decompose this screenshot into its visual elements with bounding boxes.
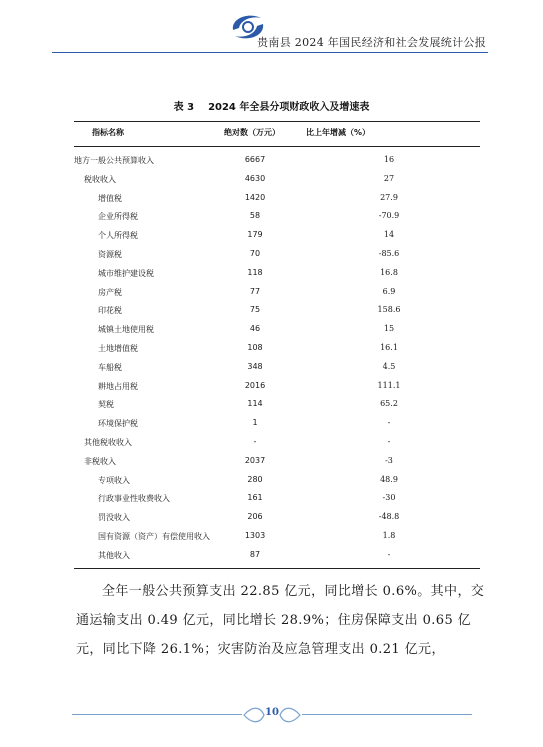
table-row bbox=[74, 265, 480, 284]
body-paragraph: 全年一般公共预算支出 22.85 亿元，同比增长 0.6%。其中，交通运输支出 0.49 亿元，同比增长 28.9%；住房保障支出 0.65 亿元，同比下降 26.1%；灾害防治及应急管理支出 0.21 亿元， bbox=[76, 584, 485, 657]
page-header bbox=[52, 8, 488, 52]
header-rule bbox=[52, 52, 488, 53]
row-change: 1.8 bbox=[382, 530, 396, 540]
table-row bbox=[74, 490, 480, 509]
row-value: 280 bbox=[247, 474, 263, 484]
row-name: 其他收入 bbox=[98, 550, 130, 560]
table-header-rule bbox=[74, 146, 480, 147]
row-change: -70.9 bbox=[378, 211, 400, 221]
row-value: 4630 bbox=[244, 173, 266, 183]
table-title bbox=[0, 98, 543, 113]
row-name: 耕地占用税 bbox=[98, 381, 138, 391]
row-value: 348 bbox=[247, 361, 263, 371]
row-value: 108 bbox=[247, 342, 263, 352]
row-name: 契税 bbox=[98, 400, 114, 410]
row-change: -3 bbox=[385, 455, 393, 465]
row-name: 印花税 bbox=[98, 306, 122, 316]
table-row bbox=[74, 340, 480, 359]
row-value: 75 bbox=[249, 305, 261, 315]
row-value: 77 bbox=[249, 286, 261, 296]
row-name: 其他税收收入 bbox=[84, 437, 132, 447]
table-row bbox=[74, 396, 480, 415]
row-value: - bbox=[253, 436, 257, 446]
row-name: 罚没收入 bbox=[98, 513, 130, 523]
col-header-value: 绝对数（万元） bbox=[224, 128, 280, 137]
row-change: - bbox=[387, 418, 391, 428]
table-bottom-rule bbox=[74, 568, 480, 569]
row-change: 27 bbox=[383, 173, 395, 183]
row-value: 58 bbox=[249, 211, 261, 221]
row-value: 70 bbox=[249, 248, 261, 258]
table-row bbox=[74, 472, 480, 491]
page-footer bbox=[72, 700, 472, 730]
row-name: 资源税 bbox=[98, 249, 122, 259]
row-name: 房产税 bbox=[98, 287, 122, 297]
row-value: 1303 bbox=[244, 530, 266, 540]
row-name: 税收收入 bbox=[84, 174, 116, 184]
row-change: -48.8 bbox=[378, 512, 400, 522]
table-row bbox=[74, 359, 480, 378]
row-change: 15 bbox=[383, 324, 395, 334]
row-change: 6.9 bbox=[382, 286, 396, 296]
row-name: 土地增值税 bbox=[98, 343, 138, 353]
table-row bbox=[74, 509, 480, 528]
row-value: 206 bbox=[247, 512, 263, 522]
row-name: 国有资源（资产）有偿使用收入 bbox=[98, 531, 210, 541]
row-value: 1 bbox=[252, 418, 258, 428]
table-row bbox=[74, 284, 480, 303]
table-header bbox=[74, 125, 480, 141]
row-change: - bbox=[387, 549, 391, 559]
header-title: 贵南县 2024 年国民经济和社会发展统计公报 bbox=[257, 36, 486, 49]
row-change: 4.5 bbox=[382, 361, 396, 371]
row-change: -85.6 bbox=[378, 248, 400, 258]
table-row bbox=[74, 302, 480, 321]
table-row bbox=[74, 415, 480, 434]
row-change: 27.9 bbox=[380, 192, 398, 202]
row-name: 个人所得税 bbox=[98, 231, 138, 241]
row-name: 企业所得税 bbox=[98, 212, 138, 222]
table-row bbox=[74, 453, 480, 472]
row-value: 1420 bbox=[244, 192, 266, 202]
row-change: 16.8 bbox=[380, 267, 398, 277]
table-row bbox=[74, 152, 480, 171]
table-row bbox=[74, 528, 480, 547]
row-value: 179 bbox=[247, 230, 263, 240]
row-name: 地方一般公共预算收入 bbox=[74, 156, 154, 165]
row-value: 118 bbox=[247, 267, 263, 277]
row-value: 2016 bbox=[244, 380, 266, 390]
row-name: 专项收入 bbox=[98, 475, 130, 485]
row-change: 16.1 bbox=[380, 342, 398, 352]
row-value: 114 bbox=[247, 399, 263, 409]
table-row bbox=[74, 227, 480, 246]
table-row bbox=[74, 171, 480, 190]
row-name: 增值税 bbox=[98, 193, 122, 203]
row-name: 车船税 bbox=[98, 362, 122, 372]
table-top-rule bbox=[74, 121, 480, 122]
row-name: 非税收入 bbox=[84, 456, 116, 466]
row-name: 城市维护建设税 bbox=[98, 268, 154, 278]
col-header-change: 比上年增减（%） bbox=[306, 128, 371, 137]
table-row bbox=[74, 434, 480, 453]
row-change: 14 bbox=[383, 230, 395, 240]
row-change: -30 bbox=[382, 493, 396, 503]
row-value: 87 bbox=[249, 549, 261, 559]
row-value: 6667 bbox=[244, 155, 266, 164]
table-row bbox=[74, 321, 480, 340]
row-change: 16 bbox=[383, 155, 395, 164]
table-row bbox=[74, 208, 480, 227]
table-row bbox=[74, 378, 480, 397]
row-name: 城镇土地使用税 bbox=[98, 325, 154, 335]
table-row bbox=[74, 547, 480, 566]
row-change: 65.2 bbox=[380, 399, 398, 409]
row-change: 111.1 bbox=[377, 380, 401, 390]
row-value: 46 bbox=[249, 324, 261, 334]
table-row bbox=[74, 246, 480, 265]
row-change: 158.6 bbox=[377, 305, 401, 315]
col-header-name: 指标名称 bbox=[92, 128, 124, 137]
page-number: 10 bbox=[265, 707, 279, 718]
row-name: 行政事业性收费收入 bbox=[98, 494, 170, 504]
table-number: 表 3 bbox=[173, 102, 195, 113]
row-change: - bbox=[387, 436, 391, 446]
row-value: 2037 bbox=[244, 455, 266, 465]
table-row bbox=[74, 190, 480, 209]
table-caption: 2024 年全县分项财政收入及增速表 bbox=[208, 102, 370, 113]
row-name: 环境保护税 bbox=[98, 419, 138, 429]
row-change: 48.9 bbox=[380, 474, 398, 484]
row-value: 161 bbox=[247, 493, 263, 503]
table-body bbox=[74, 152, 480, 566]
